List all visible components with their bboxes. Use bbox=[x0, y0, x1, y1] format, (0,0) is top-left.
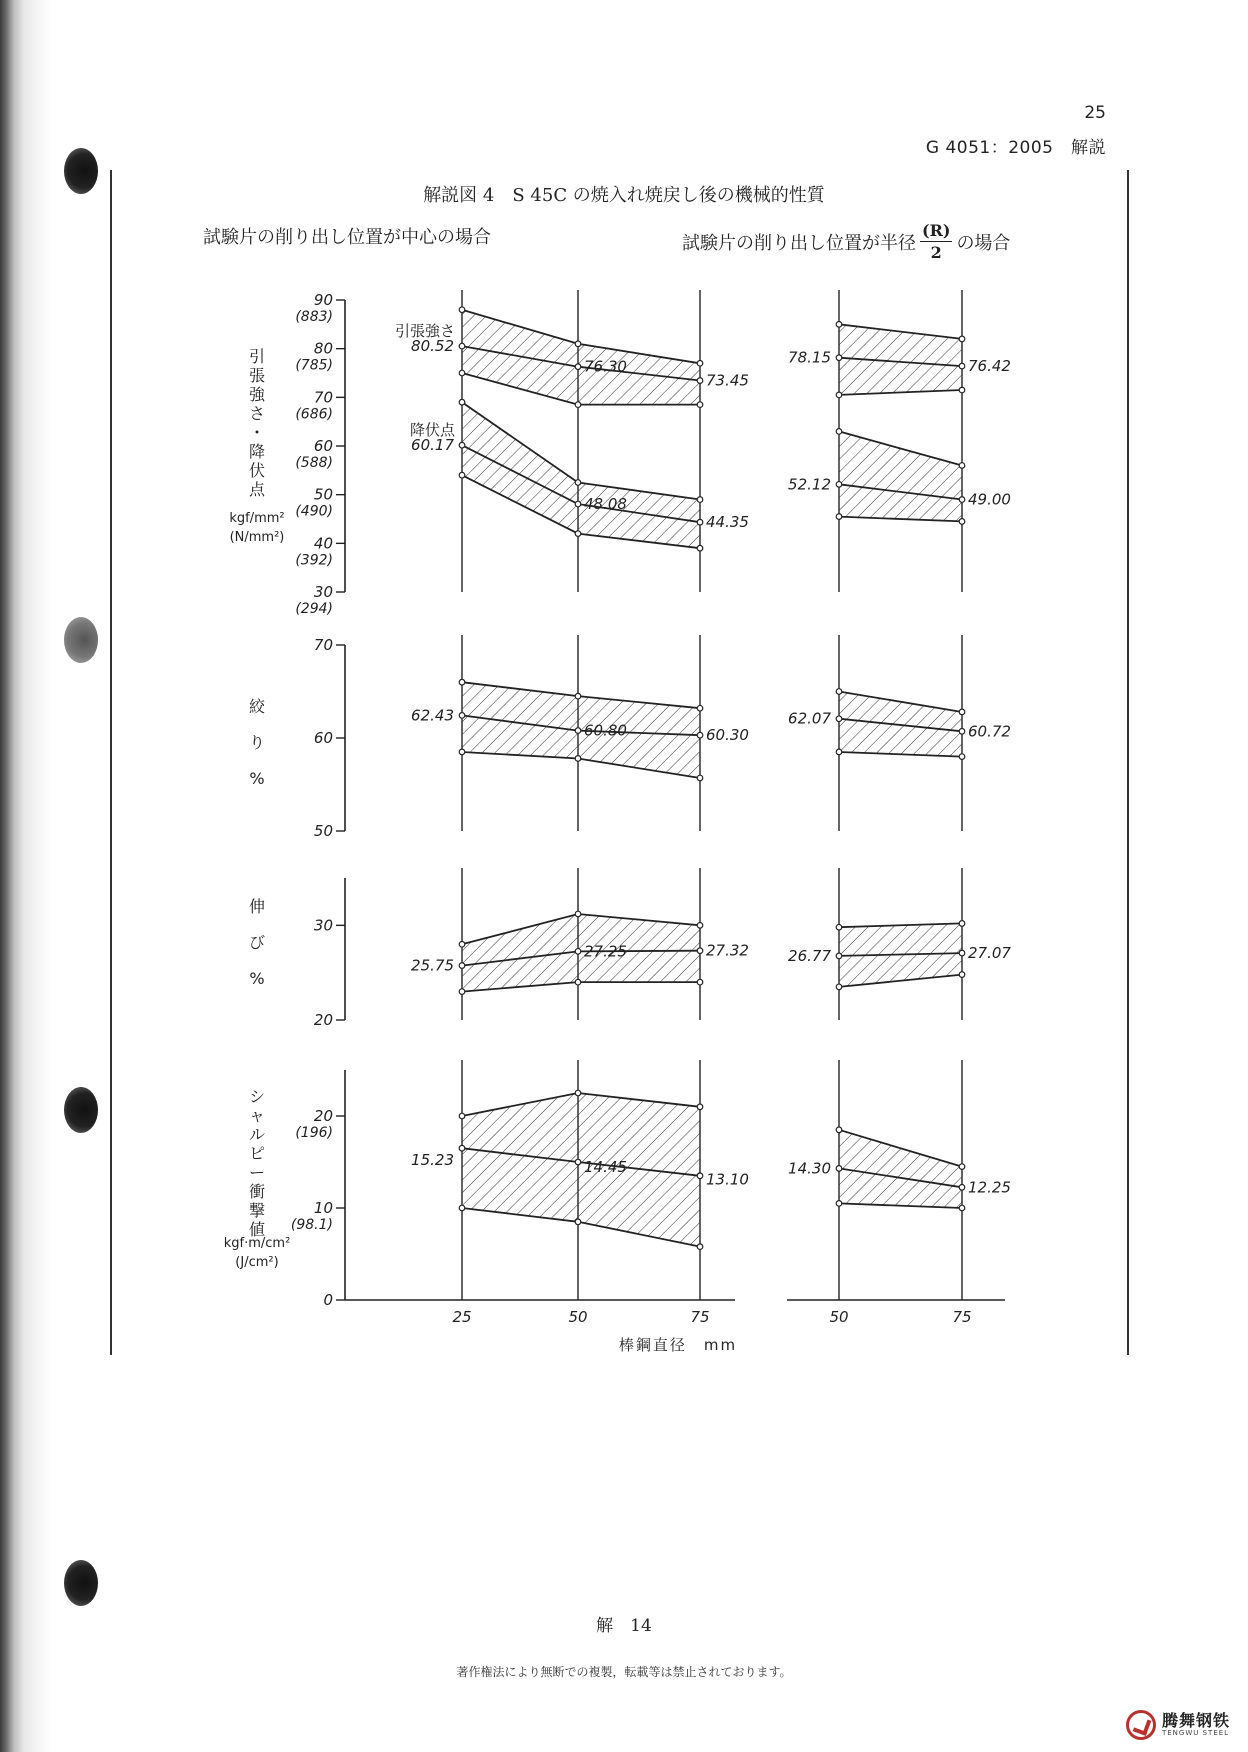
right-data-point bbox=[959, 729, 965, 735]
subtitle-right-suffix: の場合 bbox=[956, 233, 1011, 254]
mean-value-label: 62.43 bbox=[411, 706, 454, 725]
right-data-point bbox=[836, 1166, 842, 1172]
right-data-point bbox=[959, 336, 965, 342]
left-data-point bbox=[459, 1145, 465, 1151]
y-tick-label: 30 bbox=[313, 583, 333, 601]
y-axis-title-char: 伸 bbox=[248, 897, 266, 916]
y-axis-title-char: 降 bbox=[248, 442, 266, 461]
document-id: G 4051：2005 解説 bbox=[925, 138, 1106, 158]
right-data-point bbox=[959, 387, 965, 393]
mean-value-label: 12.25 bbox=[968, 1178, 1011, 1197]
y-tick-sublabel: (686) bbox=[295, 406, 333, 423]
left-data-point bbox=[697, 1104, 703, 1110]
y-tick-label: 70 bbox=[313, 388, 333, 407]
y-axis-title-char: 引 bbox=[248, 347, 266, 366]
y-axis-unit: kgf/mm² bbox=[229, 511, 285, 526]
y-tick-label: 50 bbox=[313, 822, 333, 840]
y-axis-unit-si: (J/cm²) bbox=[235, 1255, 279, 1270]
y-axis-title-char: ル bbox=[248, 1125, 266, 1144]
mean-value-label: 73.45 bbox=[706, 371, 749, 390]
left-data-point bbox=[575, 979, 581, 985]
left-data-point bbox=[459, 370, 465, 376]
mean-value-label: 13.10 bbox=[706, 1170, 749, 1189]
y-tick-sublabel: (785) bbox=[295, 357, 333, 374]
right-data-point bbox=[959, 463, 965, 469]
right-data-point bbox=[959, 754, 965, 760]
left-data-point bbox=[697, 775, 703, 781]
left-data-point bbox=[575, 756, 581, 762]
right-band-hatch bbox=[839, 1130, 962, 1208]
right-data-point bbox=[959, 972, 965, 978]
right-data-point bbox=[959, 363, 965, 369]
mean-value-label: 80.52 bbox=[411, 337, 454, 356]
right-data-point bbox=[959, 1185, 965, 1191]
left-data-point bbox=[697, 378, 703, 384]
right-band-hatch bbox=[839, 431, 962, 521]
right-data-point bbox=[959, 519, 965, 525]
left-data-point bbox=[575, 341, 581, 347]
y-axis-title-char: 伏 bbox=[248, 461, 266, 480]
y-axis-title-char: ・ bbox=[248, 423, 266, 442]
y-axis-title-char: 値 bbox=[248, 1220, 266, 1239]
y-tick-label: 30 bbox=[313, 916, 333, 935]
mean-value-label: 76.30 bbox=[584, 357, 627, 376]
left-data-point bbox=[459, 343, 465, 349]
right-data-point bbox=[836, 749, 842, 755]
y-axis-title-char: 強 bbox=[248, 385, 266, 404]
y-axis-title-char: % bbox=[249, 969, 265, 988]
y-tick-label: 10 bbox=[313, 1199, 333, 1217]
left-data-point bbox=[575, 949, 581, 955]
y-axis-title-char: ー bbox=[248, 1163, 266, 1182]
right-data-point bbox=[836, 953, 842, 959]
y-tick-label: 90 bbox=[313, 291, 333, 309]
left-data-point bbox=[697, 732, 703, 738]
y-tick-label: 0 bbox=[323, 1291, 333, 1309]
y-tick-sublabel: (490) bbox=[295, 503, 333, 520]
left-data-point bbox=[697, 402, 703, 408]
y-tick-label: 20 bbox=[313, 1107, 333, 1125]
mean-value-label: 60.30 bbox=[706, 726, 749, 745]
y-axis-title-char: 張 bbox=[248, 366, 266, 385]
y-tick-label: 40 bbox=[313, 534, 333, 553]
left-data-point bbox=[575, 501, 581, 507]
left-data-point bbox=[459, 442, 465, 448]
left-data-point bbox=[459, 1205, 465, 1211]
mean-value-label: 44.35 bbox=[706, 513, 749, 532]
y-tick-sublabel: (392) bbox=[295, 552, 333, 569]
right-data-point bbox=[959, 921, 965, 927]
right-data-point bbox=[836, 1127, 842, 1133]
mean-value-label: 27.07 bbox=[968, 944, 1011, 963]
mean-value-label: 76.42 bbox=[968, 357, 1011, 376]
subtitle-center-position: 試験片の削り出し位置が中心の場合 bbox=[203, 227, 491, 248]
series-label-yield-point: 降伏点 bbox=[409, 421, 455, 439]
left-data-point bbox=[697, 360, 703, 366]
y-axis-title-char: 衝 bbox=[248, 1182, 266, 1201]
mean-value-label: 48.08 bbox=[584, 495, 627, 514]
left-data-point bbox=[575, 728, 581, 734]
y-tick-sublabel: (196) bbox=[295, 1125, 333, 1141]
mean-value-label: 52.12 bbox=[788, 475, 831, 494]
right-data-point bbox=[959, 497, 965, 503]
mean-value-label: 60.72 bbox=[968, 722, 1011, 741]
y-axis-title-char: ャ bbox=[248, 1106, 266, 1125]
logo-name-en: TENGWU STEEL bbox=[1161, 1728, 1230, 1737]
y-axis-title-char: ピ bbox=[248, 1144, 266, 1163]
logo-mark-icon bbox=[1126, 1710, 1156, 1740]
mean-value-label: 62.07 bbox=[788, 709, 831, 728]
mean-value-label: 60.17 bbox=[411, 436, 454, 455]
left-data-point bbox=[459, 713, 465, 719]
left-data-point bbox=[575, 364, 581, 370]
logo-name-cn: 腾舞钢铁 bbox=[1161, 1710, 1230, 1730]
y-axis-title-char: び bbox=[248, 933, 266, 952]
y-tick-label: 50 bbox=[313, 485, 333, 504]
series-label-tensile-strength: 引張強さ bbox=[394, 322, 455, 340]
x-tick-label: 50 bbox=[568, 1308, 588, 1326]
x-tick-label: 75 bbox=[690, 1308, 710, 1326]
y-tick-sublabel: (883) bbox=[295, 309, 333, 325]
left-data-point bbox=[575, 531, 581, 537]
left-data-point bbox=[697, 1173, 703, 1179]
y-axis-title-char: 撃 bbox=[248, 1201, 266, 1220]
left-data-point bbox=[697, 497, 703, 503]
left-band-hatch bbox=[462, 1093, 700, 1247]
left-data-point bbox=[459, 679, 465, 685]
left-data-point bbox=[459, 1113, 465, 1119]
mean-value-label: 14.45 bbox=[584, 1158, 627, 1177]
y-axis-unit-si: (N/mm²) bbox=[229, 530, 285, 545]
mean-value-label: 78.15 bbox=[788, 348, 831, 367]
right-data-point bbox=[836, 924, 842, 930]
left-data-point bbox=[697, 948, 703, 954]
footer-page-number: 解 14 bbox=[596, 1616, 652, 1636]
left-data-point bbox=[459, 749, 465, 755]
y-tick-label: 70 bbox=[313, 636, 333, 654]
fraction-numerator: (R) bbox=[922, 221, 951, 240]
left-band-hatch bbox=[462, 402, 700, 548]
right-data-point bbox=[836, 429, 842, 435]
left-data-point bbox=[697, 519, 703, 525]
right-data-point bbox=[836, 322, 842, 328]
y-axis-title-char: り bbox=[248, 733, 266, 752]
y-tick-sublabel: (588) bbox=[295, 455, 333, 471]
right-data-point bbox=[836, 1201, 842, 1207]
mean-value-label: 49.00 bbox=[968, 490, 1011, 509]
right-data-point bbox=[836, 984, 842, 990]
right-data-point bbox=[836, 716, 842, 722]
x-tick-label: 75 bbox=[952, 1308, 972, 1326]
copyright-note: 著作権法により無断での複製，転載等は禁止されております。 bbox=[456, 1665, 792, 1679]
left-data-point bbox=[575, 1159, 581, 1165]
right-data-point bbox=[836, 514, 842, 520]
y-tick-label: 60 bbox=[313, 729, 333, 747]
left-data-point bbox=[459, 941, 465, 947]
y-axis-unit: kgf·m/cm² bbox=[223, 1236, 291, 1251]
x-axis-title: 棒鋼直径 mm bbox=[618, 1336, 738, 1354]
right-data-point bbox=[959, 709, 965, 715]
brand-logo bbox=[1126, 1710, 1230, 1740]
mean-value-label: 26.77 bbox=[788, 946, 831, 965]
right-data-point bbox=[836, 392, 842, 398]
y-axis-title-char: 点 bbox=[248, 480, 266, 499]
left-data-point bbox=[459, 963, 465, 969]
left-data-point bbox=[459, 399, 465, 405]
left-data-point bbox=[575, 1090, 581, 1096]
right-data-point bbox=[836, 689, 842, 695]
right-data-point bbox=[836, 355, 842, 361]
subtitle-right-text: 試験片の削り出し位置が半径 bbox=[682, 233, 916, 254]
x-tick-label: 50 bbox=[829, 1308, 849, 1326]
x-tick-label: 25 bbox=[452, 1308, 472, 1326]
left-data-point bbox=[459, 989, 465, 995]
mean-value-label: 27.25 bbox=[584, 942, 627, 961]
left-data-point bbox=[575, 911, 581, 917]
mean-value-label: 14.30 bbox=[788, 1159, 831, 1178]
right-data-point bbox=[959, 1164, 965, 1170]
y-axis-title-char: 絞 bbox=[248, 697, 266, 716]
left-data-point bbox=[459, 307, 465, 313]
figure-title: 解説図 4 S 45C の焼入れ焼戻し後の機械的性質 bbox=[423, 185, 825, 206]
left-data-point bbox=[575, 402, 581, 408]
left-data-point bbox=[575, 1219, 581, 1225]
mean-value-label: 60.80 bbox=[584, 721, 627, 740]
left-data-point bbox=[697, 705, 703, 711]
y-axis-title-char: % bbox=[249, 769, 265, 788]
left-data-point bbox=[697, 923, 703, 929]
left-data-point bbox=[697, 545, 703, 551]
y-tick-sublabel: (294) bbox=[295, 601, 333, 617]
y-tick-label: 80 bbox=[313, 339, 333, 358]
page-number: 25 bbox=[1084, 103, 1106, 123]
left-data-point bbox=[575, 693, 581, 699]
right-data-point bbox=[959, 950, 965, 956]
y-axis-title-char: さ bbox=[248, 404, 266, 423]
left-data-point bbox=[575, 480, 581, 486]
y-axis-title-char: シ bbox=[248, 1087, 266, 1106]
y-tick-sublabel: (98.1) bbox=[290, 1217, 333, 1233]
y-tick-label: 20 bbox=[313, 1011, 333, 1029]
right-data-point bbox=[959, 1205, 965, 1211]
left-data-point bbox=[697, 979, 703, 985]
y-tick-label: 60 bbox=[313, 437, 333, 455]
right-data-point bbox=[836, 482, 842, 488]
fraction-denominator: 2 bbox=[930, 243, 942, 262]
mean-value-label: 27.32 bbox=[706, 941, 749, 960]
mean-value-label: 15.23 bbox=[411, 1150, 454, 1169]
left-data-point bbox=[459, 472, 465, 478]
left-data-point bbox=[697, 1244, 703, 1250]
mean-value-label: 25.75 bbox=[411, 956, 454, 975]
